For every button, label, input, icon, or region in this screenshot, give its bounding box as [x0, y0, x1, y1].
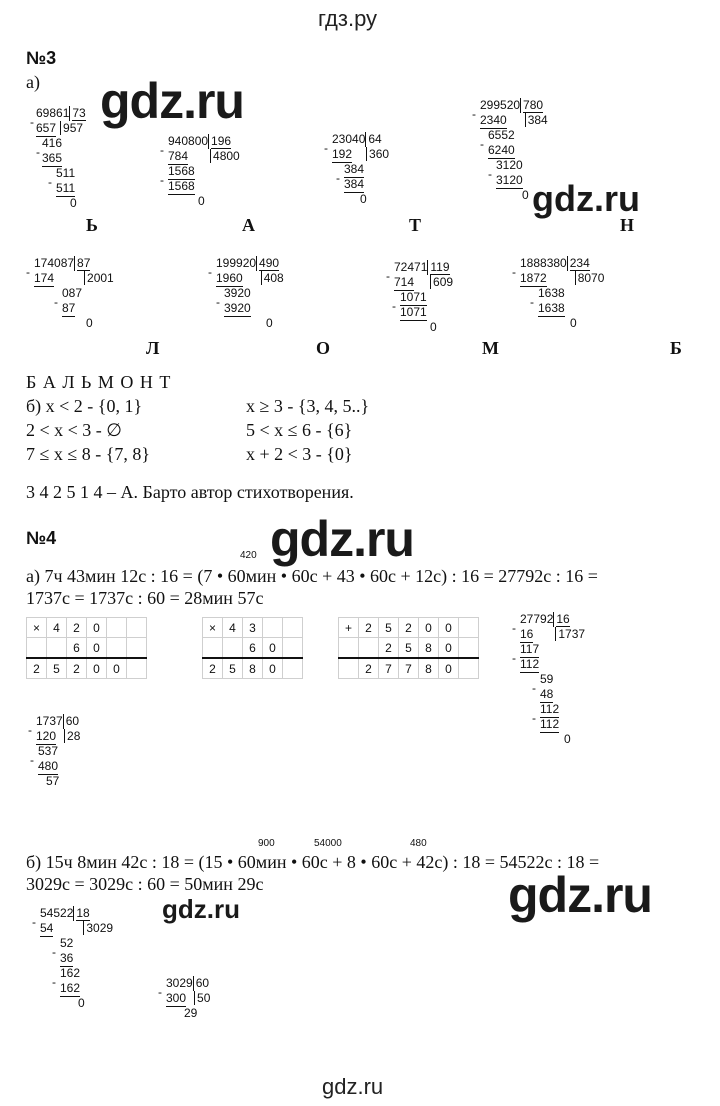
answer-letter: Б — [670, 338, 682, 358]
inequality-right: 5 < x ≤ 6 - {6} — [246, 420, 353, 440]
watermark: gdz.ru — [162, 894, 240, 924]
long-division: 54522 18 - 54 3029 52 - 36 162 - 162 0 — [32, 906, 114, 1010]
watermark: gdz.ru — [100, 73, 244, 129]
answer-letter: М — [482, 338, 499, 358]
task4-title: №4 — [26, 528, 57, 548]
long-division: 27792 16 - 16 1737 117 - 112 59 - 48 112 - 112 0 — [512, 612, 586, 746]
long-division: 1737 60 - 120 28 537 - 480 57 — [28, 714, 81, 788]
expression-a-line2: 1737с = 1737с : 60 = 28мин 57с — [26, 588, 264, 608]
answer-letter: О — [316, 338, 331, 358]
note-900: 900 — [258, 838, 275, 849]
expression-b-line2: 3029с = 3029с : 60 = 50мин 29с — [26, 874, 264, 894]
expression-a-line1: а) 7ч 43мин 12с : 16 = (7 • 60мин • 60с + 43 • 60с + 12с) : 16 = 27792с : 16 = — [26, 566, 598, 586]
watermark: gdz.ru — [508, 867, 652, 923]
multiplication-grid: × 4 2 0 6 0 2 5 2 0 0 — [26, 617, 147, 679]
answer-letter: Т — [409, 215, 422, 235]
long-division: 199920 490 - 1960 408 3920 - 3920 0 — [208, 256, 284, 330]
watermark: gdz.ru — [270, 511, 414, 567]
note-480: 480 — [410, 838, 427, 849]
long-division: 23040 64 - 192 360 384 - 384 0 — [324, 132, 390, 206]
long-division: 940800 196 - 784 4800 1568 - 1568 0 — [160, 134, 240, 208]
watermark: gdz.ru — [532, 178, 640, 219]
task3-part-a: а) — [26, 72, 40, 92]
answer-word: Б А Л Ь М О Н Т — [26, 372, 172, 392]
answer-letter: Л — [146, 338, 160, 358]
answer-letter: А — [242, 215, 255, 235]
inequality-right: x + 2 < 3 - {0} — [246, 444, 353, 464]
note-54000: 54000 — [314, 838, 342, 849]
conclusion-text: 3 4 2 5 1 4 – А. Барто автор стихотворения. — [26, 482, 354, 502]
multiplication-grid: × 4 3 6 0 2 5 8 0 — [202, 617, 303, 679]
task3-title: №3 — [26, 48, 57, 68]
long-division: 3029 60 - 300 50 29 — [158, 976, 211, 1020]
note-420: 420 — [240, 550, 257, 561]
site-header: гдз.ру — [318, 6, 378, 31]
long-division: 69861 73 - 657 957 416 - 365 511 - 511 0 — [30, 106, 86, 210]
long-division: 174087 87 - 174 2001 087 - 87 0 — [26, 256, 114, 330]
long-division: 1888380 234 - 1872 8070 1638 - 1638 0 — [512, 256, 605, 330]
answer-letter: Ь — [86, 215, 98, 235]
inequality-left: 2 < x < 3 - ∅ — [26, 420, 122, 440]
long-division: 72471 119 - 714 609 1071 - 1071 0 — [386, 260, 454, 334]
expression-b-line1: б) 15ч 8мин 42с : 18 = (15 • 60мин • 60с + 8 • 60с + 42с) : 18 = 54522с : 18 = — [26, 852, 600, 872]
addition-grid: + 2 5 2 0 0 2 5 8 0 2 7 7 8 0 — [338, 617, 479, 679]
inequality-left: 7 ≤ x ≤ 8 - {7, 8} — [26, 444, 151, 464]
long-division: 299520 780 - 2340 384 6552 - 6240 3120 - 3120 0 — [472, 98, 548, 202]
site-footer: gdz.ru — [322, 1074, 384, 1099]
inequality-right: x ≥ 3 - {3, 4, 5..} — [246, 396, 370, 416]
inequality-left: б) x < 2 - {0, 1} — [26, 396, 143, 416]
answer-letter: Н — [620, 215, 635, 235]
